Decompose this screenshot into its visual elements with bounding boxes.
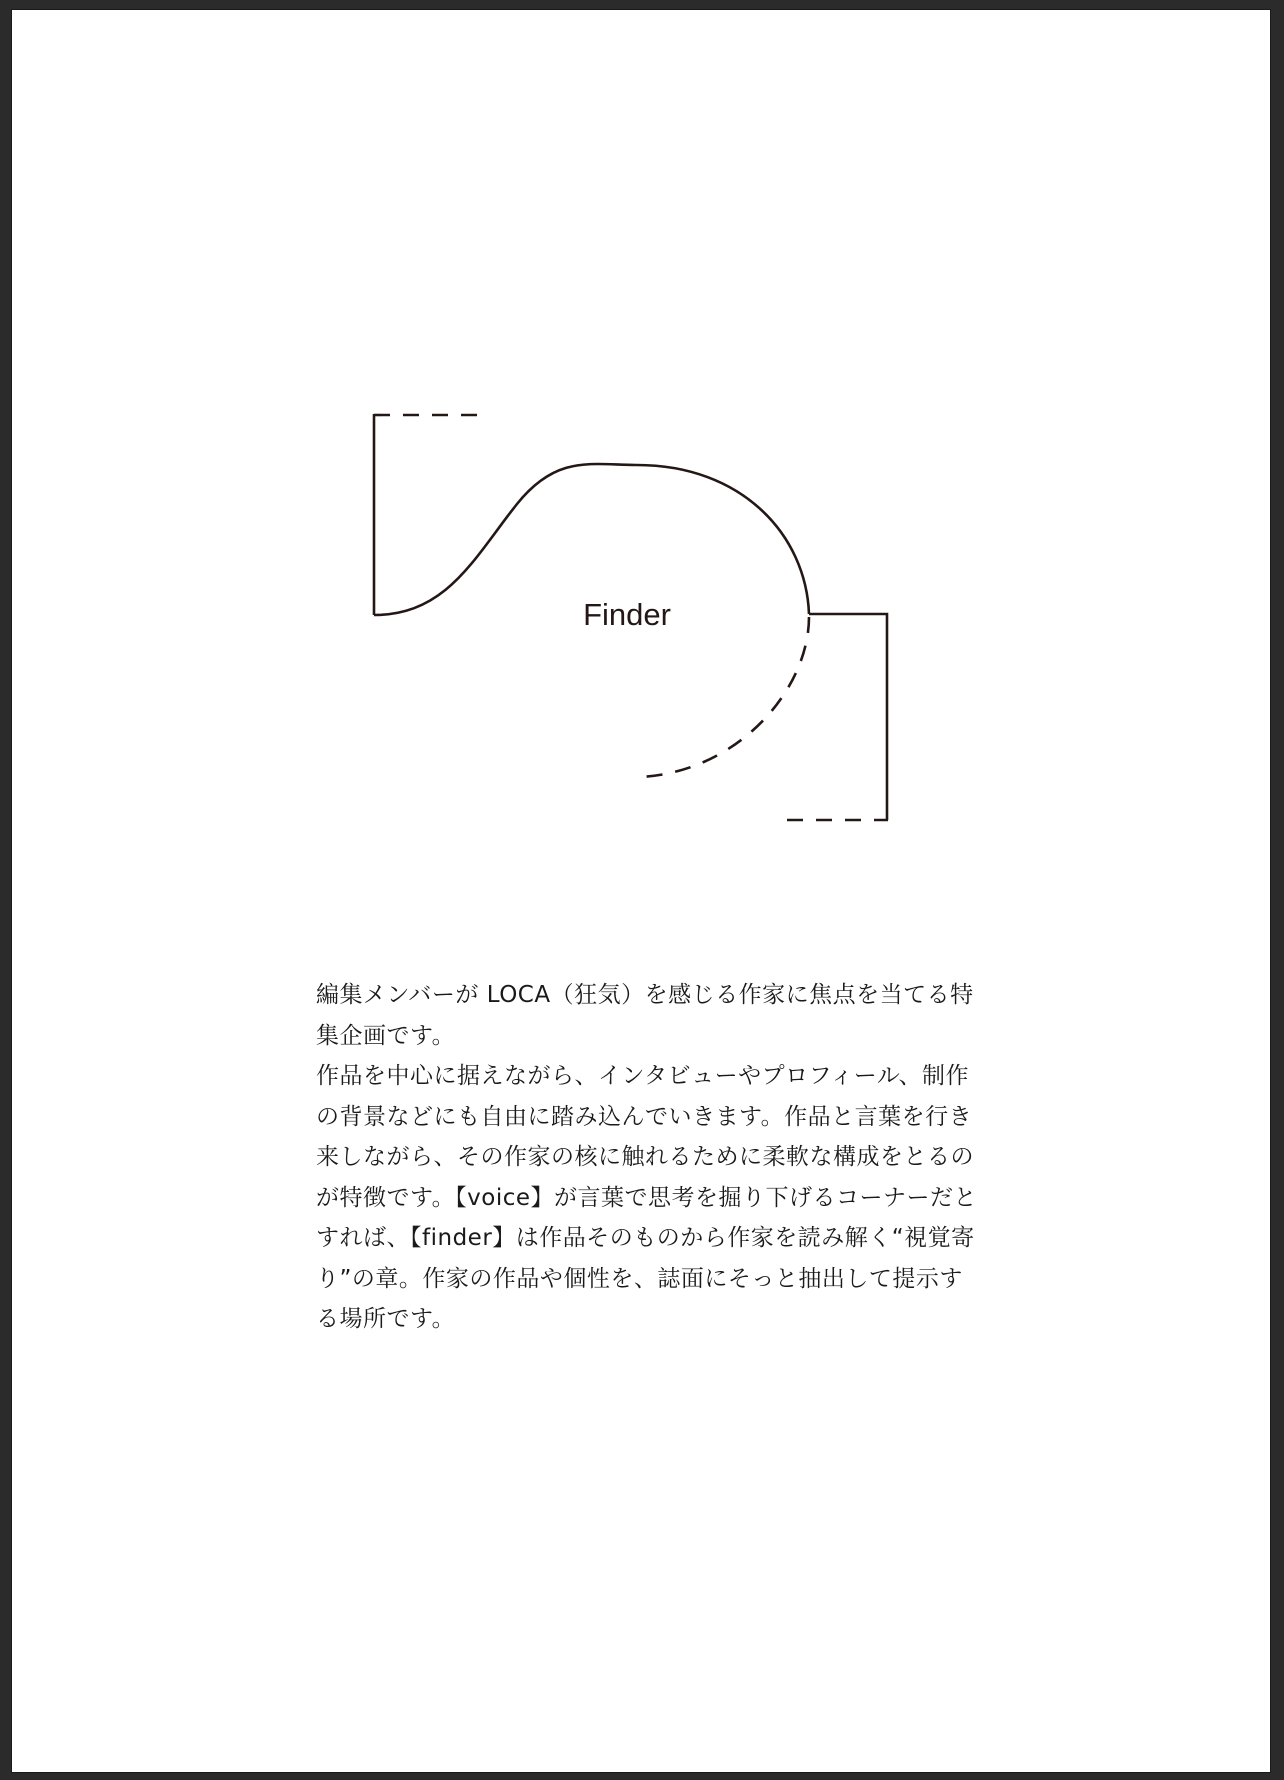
intro-paragraph-2: 作品を中心に据えながら、インタビューやプロフィール、制作の背景などにも自由に踏み込んでいきます。作品と言葉を行き来しながら、その作家の核に触れるために柔軟な構成をとるのが特徴です。【voice】が言葉で思考を掘り下げるコーナーだとすれば、【finder】は作品そのものから作家を読み解く“視覚寄り”の章。作家の作品や個性を、誌面にそっと抽出して提示する場所です。	[316, 1063, 978, 1332]
logo-dashed-arc	[639, 617, 809, 777]
finder-logo	[12, 10, 1270, 910]
logo-label: Finder	[583, 597, 671, 632]
document-page	[12, 10, 1270, 1772]
logo-main-curve	[374, 464, 809, 615]
intro-paragraph-1: 編集メンバーが LOCA（狂気）を感じる作家に焦点を当てる特集企画です。	[316, 982, 974, 1049]
logo-right-step-line	[809, 614, 887, 820]
intro-text	[316, 975, 981, 1340]
